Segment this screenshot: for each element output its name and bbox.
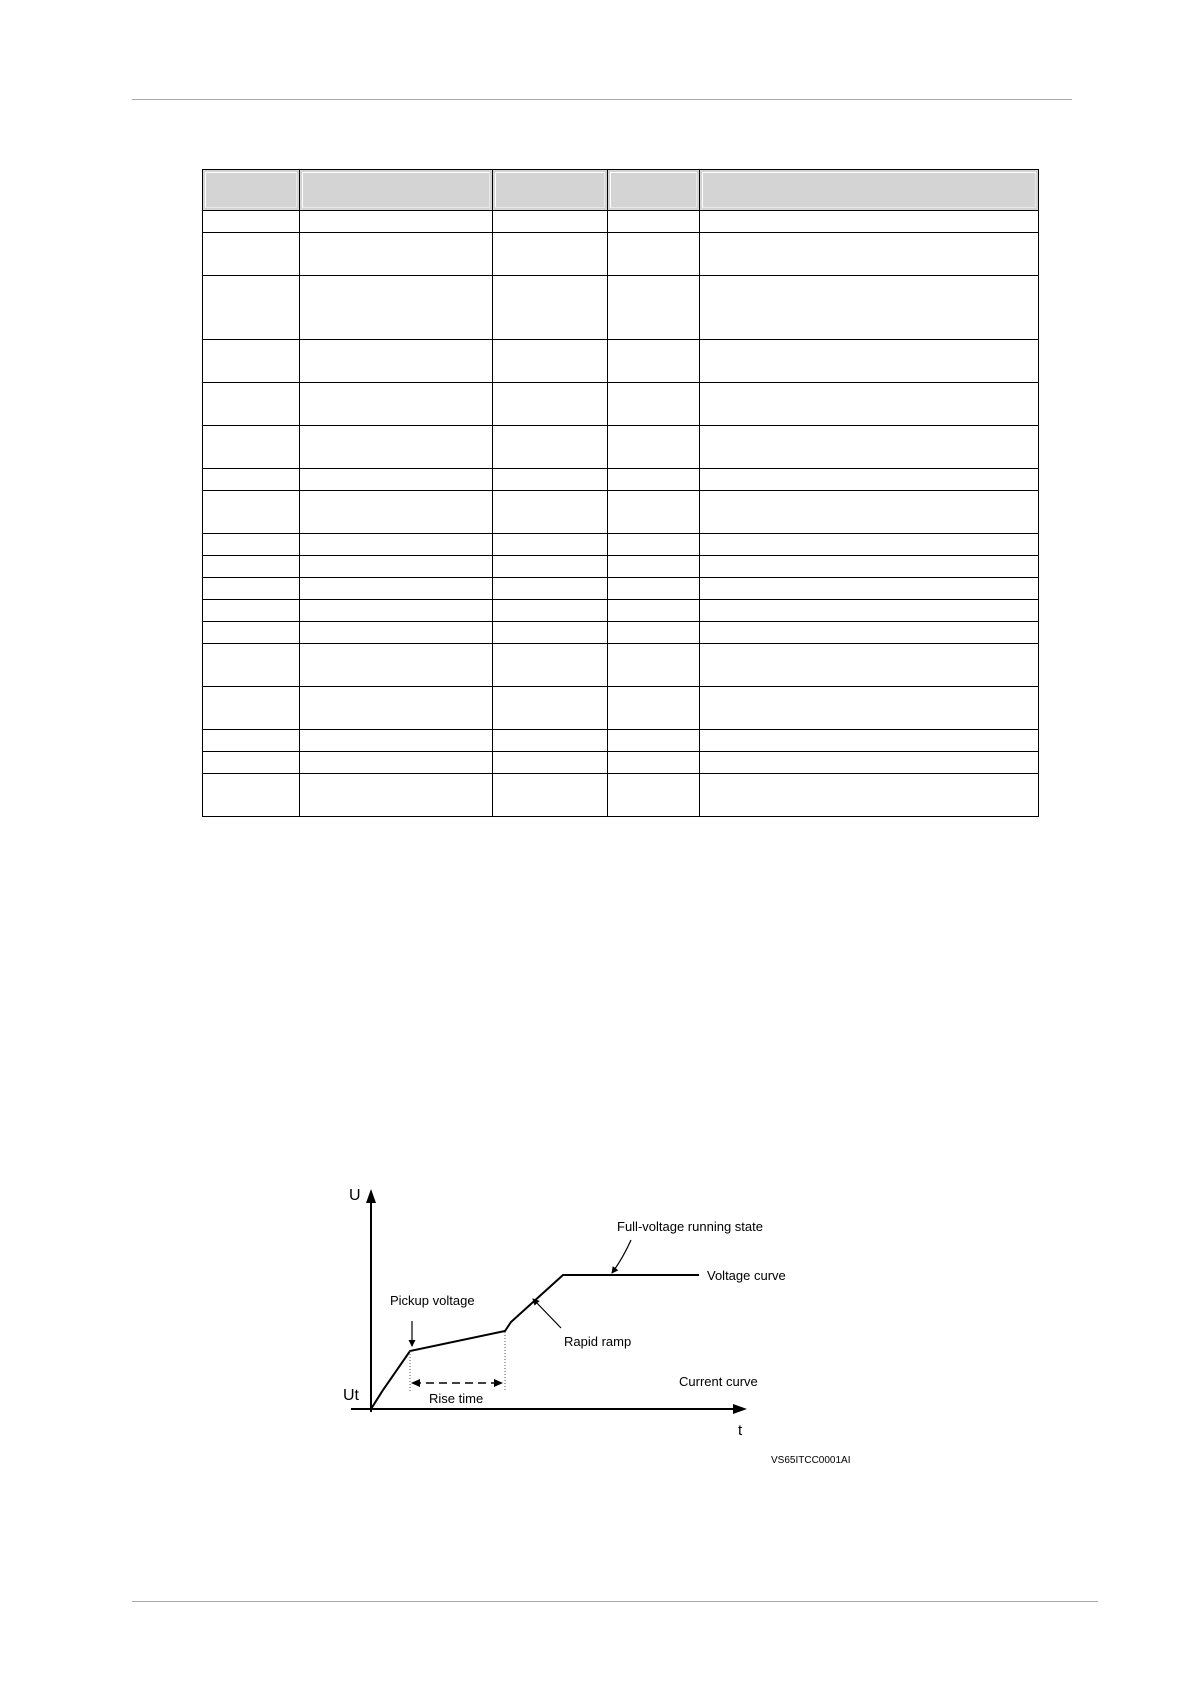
table-row (203, 578, 1039, 600)
table-header-cell (300, 170, 493, 211)
rise-time-left-arrow-icon (411, 1379, 420, 1387)
table-row (203, 752, 1039, 774)
x-axis-arrow-icon (733, 1404, 747, 1414)
table-row (203, 687, 1039, 730)
header-rule (132, 99, 1072, 100)
table-header-cell (493, 170, 608, 211)
footer-rule (132, 1601, 1098, 1602)
full-voltage-label: Full-voltage running state (617, 1219, 763, 1234)
table-row (203, 340, 1039, 383)
table-row (203, 556, 1039, 578)
parameter-table (202, 169, 1039, 817)
table-header-row (203, 170, 1039, 211)
table-row (203, 469, 1039, 491)
rapid-ramp-label: Rapid ramp (564, 1334, 632, 1349)
table-row (203, 233, 1039, 276)
rise-time-label: Rise time (429, 1391, 484, 1406)
soft-start-voltage-figure (333, 1180, 878, 1470)
rapid-ramp-pointer (533, 1299, 561, 1328)
rise-time-right-arrow-icon (494, 1379, 503, 1387)
full-voltage-pointer (612, 1240, 631, 1273)
table-header-cell (203, 170, 300, 211)
y-axis-label: U (349, 1187, 361, 1204)
figure-code: VS65ITCC0001AI (771, 1455, 851, 1466)
table-row (203, 622, 1039, 644)
table-header-cell (608, 170, 700, 211)
y-axis-arrow-icon (366, 1189, 376, 1203)
table-row (203, 774, 1039, 817)
table-row (203, 383, 1039, 426)
table-row (203, 600, 1039, 622)
pickup-voltage-label: Pickup voltage (390, 1293, 475, 1308)
table-row (203, 276, 1039, 340)
table-row (203, 644, 1039, 687)
table-row (203, 534, 1039, 556)
current-curve-label: Current curve (679, 1374, 758, 1389)
table-row (203, 426, 1039, 469)
table-row (203, 491, 1039, 534)
origin-label: Ut (343, 1387, 359, 1404)
x-axis-label: t (738, 1422, 743, 1439)
table-row (203, 730, 1039, 752)
voltage-curve-label: Voltage curve (707, 1268, 786, 1283)
table-header-cell (700, 170, 1039, 211)
table-row (203, 211, 1039, 233)
